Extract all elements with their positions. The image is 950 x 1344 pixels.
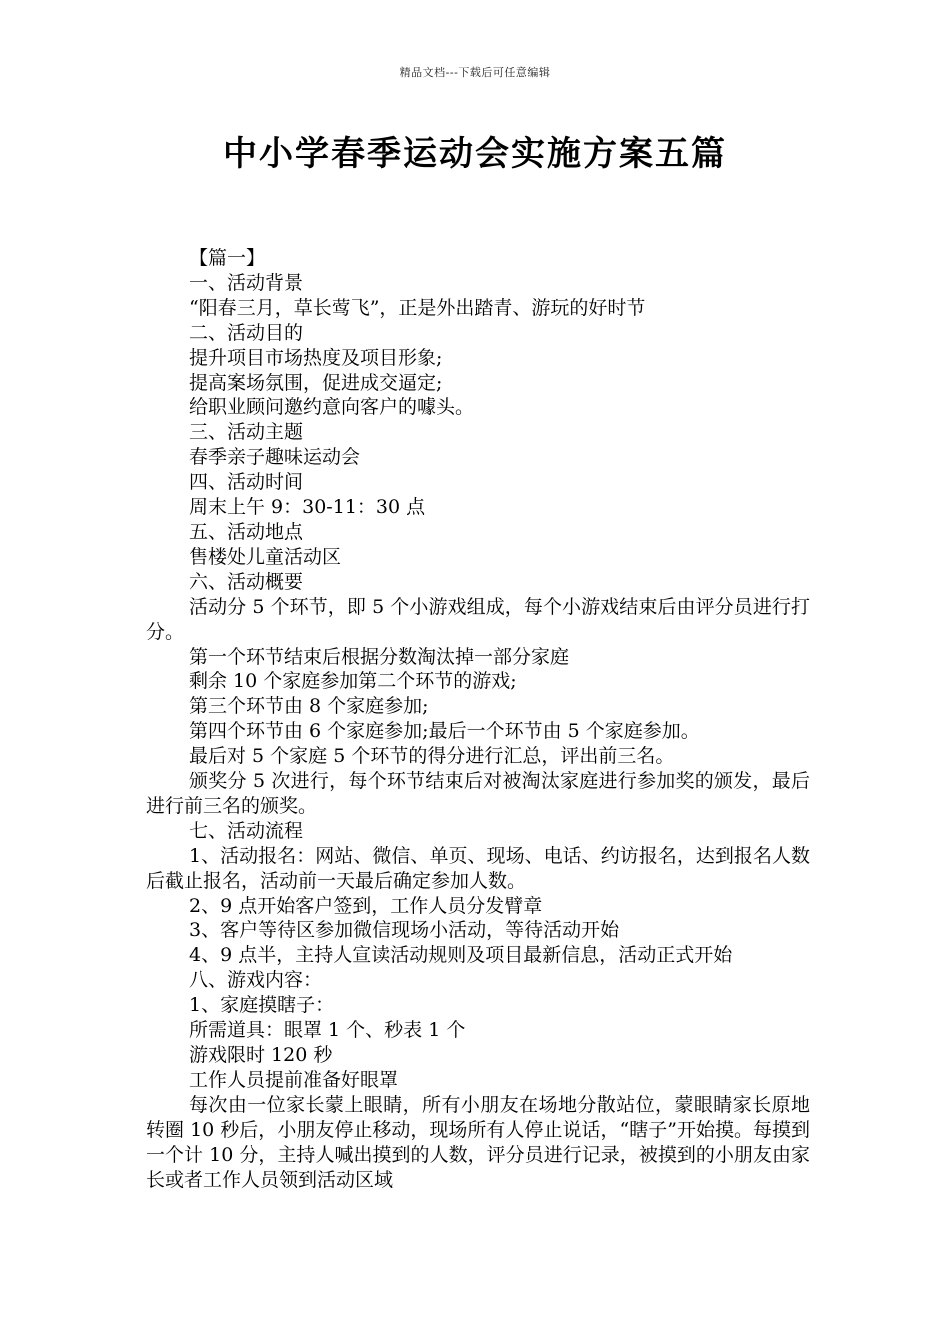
- paragraph: 1、活动报名：网站、微信、单页、现场、电话、约访报名，达到报名人数后截止报名，活动前一天最后确定参加人数。: [146, 844, 810, 892]
- text-line: “阳春三月，草长莺飞”，正是外出踏青、游玩的好时节: [189, 296, 646, 319]
- section-heading: 二、活动目的: [189, 321, 304, 344]
- document-body: [146, 246, 810, 1192]
- text-line: 第三个环节由 8 个家庭参加;: [189, 695, 429, 718]
- text-line: 游戏限时 120 秒: [189, 1044, 333, 1066]
- section-heading: 五、活动地点: [189, 520, 304, 543]
- section-heading: 一、活动背景: [189, 271, 304, 294]
- text-line: 工作人员提前准备好眼罩: [189, 1068, 399, 1091]
- section-heading: 四、活动时间: [189, 471, 304, 494]
- paragraph: 4、9 点半，主持人宣读活动规则及项目最新信息，活动正式开始: [189, 944, 733, 967]
- text-line: 最后对 5 个家庭 5 个环节的得分进行汇总，评出前三名。: [189, 745, 675, 768]
- section-heading: 三、活动主题: [189, 421, 304, 444]
- text-line: 周末上午 9：30-11：30 点: [189, 496, 426, 519]
- text-line: 给职业顾问邀约意向客户的噱头。: [189, 396, 475, 419]
- paragraph: 颁奖分 5 次进行，每个环节结束后对被淘汰家庭进行参加奖的颁发，最后进行前三名的颁奖。: [146, 770, 810, 817]
- text-line: 售楼处儿童活动区: [189, 545, 342, 568]
- text-line: 第四个环节由 6 个家庭参加;最后一个环节由 5 个家庭参加。: [189, 720, 700, 743]
- text-line: 提高案场氛围，促进成交逼定;: [189, 371, 443, 394]
- section-marker: 【篇一】: [189, 247, 266, 269]
- paragraph: 活动分 5 个环节，即 5 个小游戏组成，每个小游戏结束后由评分员进行打分。: [146, 595, 810, 643]
- document-title: 中小学春季运动会实施方案五篇: [223, 134, 727, 174]
- text-line: 2、9 点开始客户签到，工作人员分发臂章: [189, 894, 543, 917]
- header-note: 精品文档---下载后可任意编辑: [399, 66, 551, 79]
- text-line: 3、客户等待区参加微信现场小活动，等待活动开始: [189, 919, 620, 942]
- text-line: 1、家庭摸瞎子：: [189, 994, 335, 1017]
- text-line: 提升项目市场热度及项目形象;: [189, 346, 443, 369]
- text-line: 所需道具：眼罩 1 个、秒表 1 个: [189, 1019, 466, 1042]
- text-line: 春季亲子趣味运动会: [189, 446, 361, 469]
- paragraph: 每次由一位家长蒙上眼睛，所有小朋友在场地分散站位，蒙眼睛家长原地转圈 10 秒后，小朋友停止移动，现场所有人停止说话，“瞎子”开始摸。每摸到一个计 10 分，主持人喊出摸到的人数，评分员进行记录，被摸到的小朋友由家长或者工作人员领到活动区域: [146, 1093, 810, 1191]
- section-heading: 八、游戏内容：: [189, 969, 323, 992]
- section-heading: 六、活动概要: [189, 570, 304, 593]
- text-line: 剩余 10 个家庭参加第二个环节的游戏;: [189, 670, 517, 693]
- section-heading: 七、活动流程: [189, 819, 304, 842]
- text-line: 第一个环节结束后根据分数淘汰掉一部分家庭: [189, 645, 570, 668]
